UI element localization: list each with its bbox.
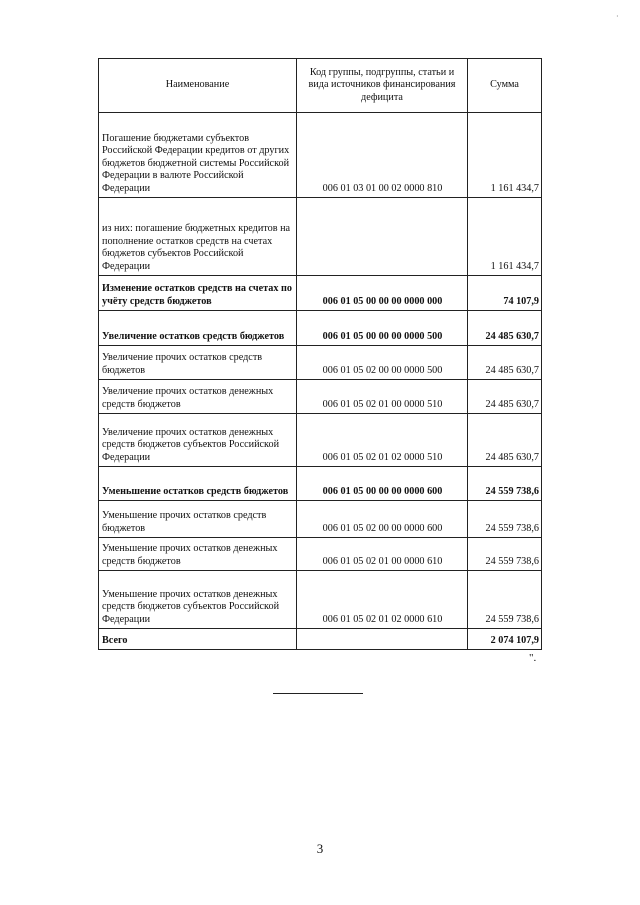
table-row-total xyxy=(99,629,542,650)
header-sum: Сумма xyxy=(468,59,542,113)
row-name: Уменьшение прочих остатков средств бюджетов xyxy=(99,501,297,538)
scan-speck: · xyxy=(616,12,619,21)
table-row xyxy=(99,380,542,414)
row-name: Уменьшение прочих остатков денежных средств бюджетов субъектов Российской Федерации xyxy=(99,571,297,629)
row-code: 006 01 05 02 00 00 0000 600 xyxy=(297,501,468,538)
table-row xyxy=(99,414,542,467)
row-name: Всего xyxy=(99,629,297,650)
row-sum: 1 161 434,7 xyxy=(468,113,542,198)
table-row xyxy=(99,311,542,346)
separator-line xyxy=(273,693,363,694)
row-code: 006 01 05 02 01 02 0000 610 xyxy=(297,571,468,629)
table-row xyxy=(99,571,542,629)
table-header-row xyxy=(99,59,542,113)
row-code: 006 01 05 02 01 00 0000 610 xyxy=(297,538,468,571)
row-name: Уменьшение прочих остатков денежных средств бюджетов xyxy=(99,538,297,571)
row-sum: 74 107,9 xyxy=(468,276,542,311)
row-sum: 24 485 630,7 xyxy=(468,380,542,414)
row-sum: 24 485 630,7 xyxy=(468,311,542,346)
row-code: 006 01 05 00 00 00 0000 000 xyxy=(297,276,468,311)
row-name: Изменение остатков средств на счетах по учёту средств бюджетов xyxy=(99,276,297,311)
row-code: 006 01 05 02 01 02 0000 510 xyxy=(297,414,468,467)
table-row xyxy=(99,113,542,198)
table-row xyxy=(99,467,542,501)
row-sum: 24 559 738,6 xyxy=(468,538,542,571)
row-sum: 2 074 107,9 xyxy=(468,629,542,650)
row-sum: 24 559 738,6 xyxy=(468,571,542,629)
row-code: 006 01 05 00 00 00 0000 600 xyxy=(297,467,468,501)
row-name: Погашение бюджетами субъектов Российской Федерации кредитов от других бюджетов бюджетной системы Российской Федерации в валюте Российской Федерации xyxy=(99,113,297,198)
table-row xyxy=(99,501,542,538)
row-code xyxy=(297,198,468,276)
row-sum: 24 559 738,6 xyxy=(468,467,542,501)
row-name: Увеличение прочих остатков средств бюджетов xyxy=(99,346,297,380)
row-name: из них: погашение бюджетных кредитов на пополнение остатков средств на счетах бюджетов субъектов Российской Федерации xyxy=(99,198,297,276)
row-name: Увеличение прочих остатков денежных средств бюджетов xyxy=(99,380,297,414)
row-name: Уменьшение остатков средств бюджетов xyxy=(99,467,297,501)
table-row xyxy=(99,346,542,380)
row-code xyxy=(297,629,468,650)
row-name: Увеличение прочих остатков денежных средств бюджетов субъектов Российской Федерации xyxy=(99,414,297,467)
header-name: Наименование xyxy=(99,59,297,113)
closing-quote: ". xyxy=(529,652,537,664)
header-code: Код группы, подгруппы, статьи и вида источников финансирования дефицита xyxy=(297,59,468,113)
financing-sources-table xyxy=(98,58,542,650)
row-code: 006 01 03 01 00 02 0000 810 xyxy=(297,113,468,198)
row-code: 006 01 05 00 00 00 0000 500 xyxy=(297,311,468,346)
row-code: 006 01 05 02 00 00 0000 500 xyxy=(297,346,468,380)
page-number: 3 xyxy=(316,841,324,856)
row-name: Увеличение остатков средств бюджетов xyxy=(99,311,297,346)
row-sum: 24 485 630,7 xyxy=(468,346,542,380)
table-row xyxy=(99,276,542,311)
row-code: 006 01 05 02 01 00 0000 510 xyxy=(297,380,468,414)
table-row xyxy=(99,538,542,571)
row-sum: 24 485 630,7 xyxy=(468,414,542,467)
row-sum: 24 559 738,6 xyxy=(468,501,542,538)
table-row xyxy=(99,198,542,276)
row-sum: 1 161 434,7 xyxy=(468,198,542,276)
